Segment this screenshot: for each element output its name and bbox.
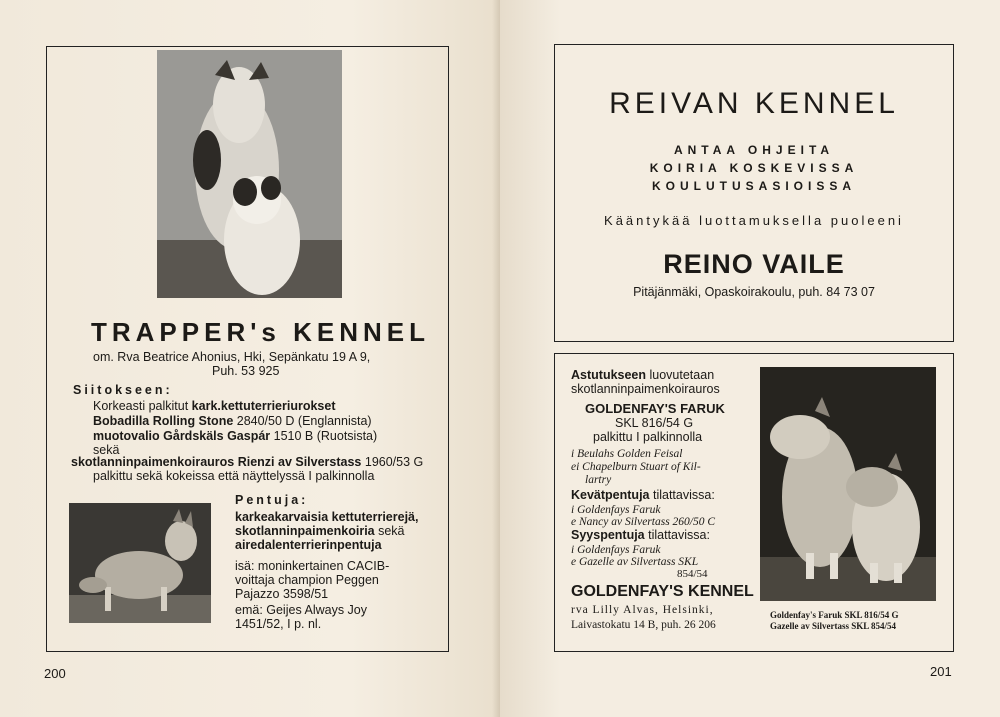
gf-autumn-line: Syyspentuja tilattavissa: xyxy=(571,528,710,542)
isa-line1: isä: moninkertainen CACIB- xyxy=(235,559,390,573)
page-number-right: 201 xyxy=(930,664,952,679)
isa-line2: voittaja champion Peggen xyxy=(235,573,379,587)
right-page xyxy=(500,0,1000,717)
pentuja-label: Pentuja: xyxy=(235,493,309,507)
gf-stud-award: palkittu I palkinnolla xyxy=(593,430,703,444)
reivan-title: REIVAN KENNEL xyxy=(609,87,899,120)
gf-kennel-name: GOLDENFAY'S KENNEL xyxy=(571,583,754,600)
gf-intro1: Astutukseen luovutetaan xyxy=(571,368,715,382)
gf-intro2: skotlanninpaimenkoirauros xyxy=(571,382,720,396)
dog3-line: skotlanninpaimenkoirauros Rienzi av Silverstass 1960/53 G xyxy=(71,455,424,469)
dog1-line: Bobadilla Rolling Stone 2840/50 D (Englannista) xyxy=(93,414,372,428)
reivan-kennel-ad xyxy=(554,44,954,342)
gf-sire-line: i Beulahs Golden Feisal xyxy=(571,448,683,460)
gf-owner2: Laivastokatu 14 B, puh. 26 206 xyxy=(571,619,716,631)
seka-line: sekä xyxy=(93,443,120,457)
terrier-photo xyxy=(157,50,342,298)
gf-spring-line: Kevätpentuja tilattavissa: xyxy=(571,488,715,502)
ema-line2: 1451/52, I p. nl. xyxy=(235,617,322,631)
reino-vaile-name: REINO VAILE xyxy=(663,249,845,279)
photo-caption1: Goldenfay's Faruk SKL 816/54 G xyxy=(770,610,899,620)
gf-stud-name: GOLDENFAY'S FARUK xyxy=(585,401,725,416)
ema-line1: emä: Geijes Always Joy xyxy=(235,603,367,617)
collies-photo xyxy=(760,367,936,601)
owner-line: om. Rva Beatrice Ahonius, Hki, Sepänkatu 19 A 9, xyxy=(93,350,371,364)
pentuja-line1: karkeakarvaisia kettuterrierejä, xyxy=(235,510,419,524)
page-number-left: 200 xyxy=(44,666,66,681)
gf-spring-sire: i Goldenfays Faruk xyxy=(571,504,661,516)
reivan-line2: KOIRIA KOSKEVISSA xyxy=(649,161,859,175)
gf-spring-dam: e Nancy av Silvertass 260/50 C xyxy=(571,516,716,528)
siitokseen-label: Siitokseen: xyxy=(73,383,173,397)
trapper-title: TRAPPER's KENNEL xyxy=(91,317,430,347)
siitokseen-line1: Korkeasti palkitut kark.kettuterrieriurokset xyxy=(93,399,336,413)
phone-line: Puh. 53 925 xyxy=(212,364,280,378)
gf-autumn-dam1: e Gazelle av Silvertass SKL xyxy=(571,556,699,568)
gf-dam-line2: lartry xyxy=(585,474,612,486)
gf-dam-line1: ei Chapelburn Stuart of Kil- xyxy=(571,461,701,473)
photo-caption2: Gazelle av Silvertass SKL 854/54 xyxy=(770,621,896,631)
pentuja-line2: skotlanninpaimenkoiria sekä xyxy=(235,524,405,538)
reivan-address: Pitäjänmäki, Opaskoirakoulu, puh. 84 73 07 xyxy=(633,285,875,299)
collie-photo xyxy=(69,503,211,623)
trapper-kennel-ad xyxy=(46,46,449,652)
reivan-line1: ANTAA OHJEITA xyxy=(673,143,835,157)
gf-autumn-dam2: 854/54 xyxy=(677,568,708,580)
dog2-line: muotovalio Gårdskäls Gaspár 1510 B (Ruotsista) xyxy=(93,429,378,443)
gf-owner1: rva Lilly Alvas, Helsinki, xyxy=(571,604,714,616)
isa-line3: Pajazzo 3598/51 xyxy=(235,587,329,601)
gf-autumn-sire: i Goldenfays Faruk xyxy=(571,544,661,556)
dog3-note: palkittu sekä kokeissa että näyttelyssä I palkinnolla xyxy=(93,469,375,483)
reivan-tagline: Kääntykää luottamuksella puoleeni xyxy=(604,213,904,228)
pentuja-line3: airedalenterrierinpentuja xyxy=(235,538,382,552)
reivan-line3: KOULUTUSASIOISSA xyxy=(651,179,856,193)
goldenfay-kennel-ad xyxy=(554,353,954,652)
gf-stud-reg: SKL 816/54 G xyxy=(615,416,694,430)
